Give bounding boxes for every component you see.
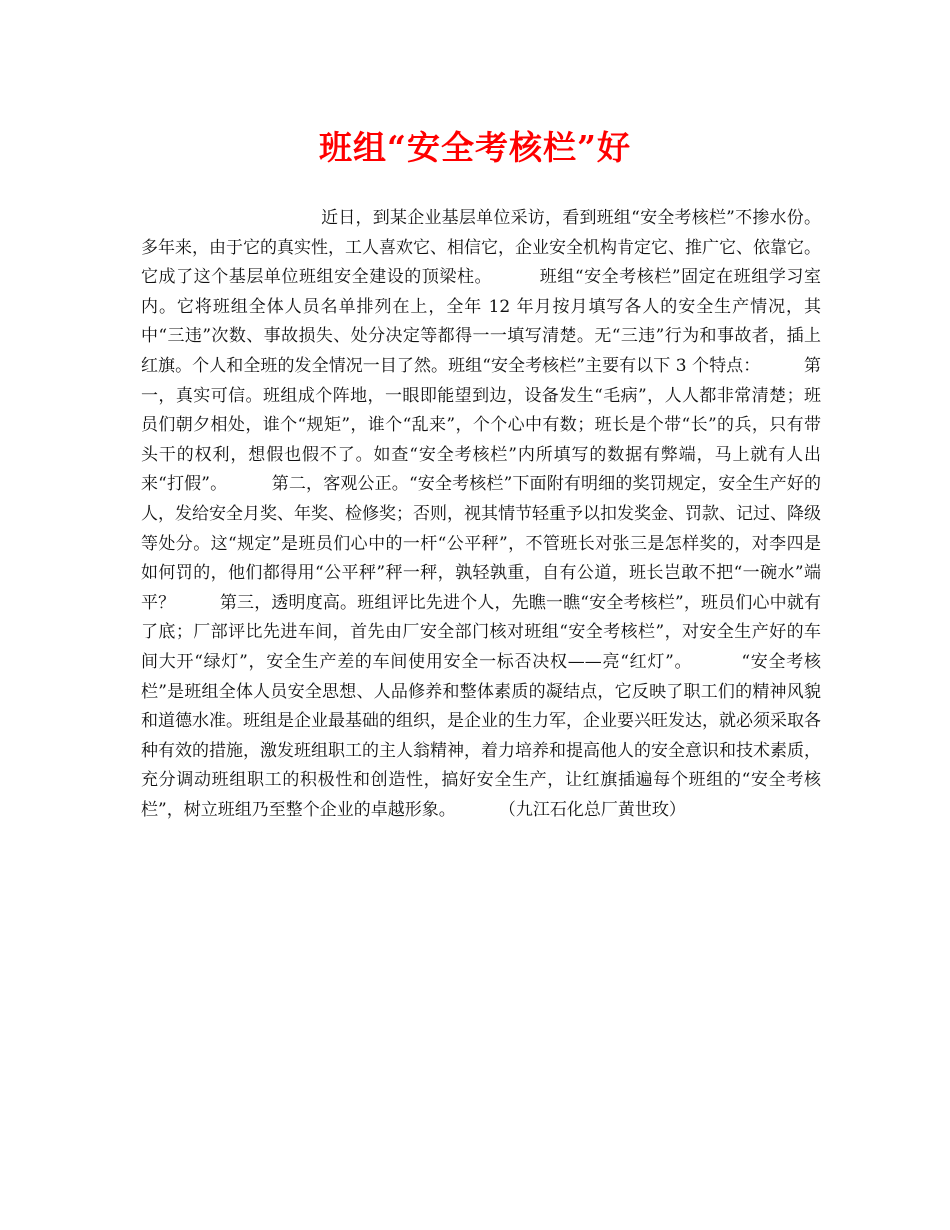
article-body: 近日，到某企业基层单位采访，看到班组“安全考核栏”不掺水份。多年来，由于它的真实性，工人喜欢它、相信它，企业安全机构肯定它、推广它、依靠它。它成了这个基层单位班组安全建设的顶梁柱。 班组“安全考核栏”固定在班组学习室内。它将班组全体人员名单排列在上，全年 12 年月按月填写各人的安全生产情况，其中“三违”次数、事故损失、处分决定等都得一一填写清楚。无“三违”行为和事故者，插上红旗。个人和全班的发全情况一目了然。班组“安全考核栏”主要有以下 3 个特点： 第一，真实可信。班组成个阵地，一眼即能望到边，设备发生“毛病”，人人都非常清楚；班员们朝夕相处，谁个“规矩”，谁个“乱来”，个个心中有数；班长是个带“长”的兵，只有带头干的权利，想假也假不了。如查“安全考核栏”内所填写的数据有弊端，马上就有人出来“打假”。 第二，客观公正。“安全考核栏”下面附有明细的奖罚规定，安全生产好的人，发给安全月奖、年奖、检修奖；否则，视其情节轻重予以扣发奖金、罚款、记过、降级等处分。这“规定”是班员们心中的一杆“公平秤”，不管班长对张三是怎样奖的，对李四是如何罚的，他们都得用“公平秤”秤一秤，孰轻孰重，自有公道，班长岂敢不把“一碗水”端平？ 第三，透明度高。班组评比先进个人，先瞧一瞧“安全考核栏”，班员们心中就有了底；厂部评比先进车间，首先由厂安全部门核对班组“安全考核栏”，对安全生产好的车间大开“绿灯”，安全生产差的车间使用安全一标否决权——亮“红灯”。 “安全考核栏”是班组全体人员安全思想、人品修养和整体素质的凝结点，它反映了职工们的精神风貌和道德水准。班组是企业最基础的组织，是企业的生力军，企业要兴旺发达，就必须采取各种有效的措施，激发班组职工的主人翁精神，着力培养和提高他人的安全意识和技术素质，充分调动班组职工的积极性和创造性，搞好安全生产，让红旗插遍每个班组的“安全考核栏”，树立班组乃至整个企业的卓越形象。 （九江石化总厂黄世玫）: [141, 208, 821, 820]
page-title: 班组“安全考核栏”好: [319, 128, 631, 167]
